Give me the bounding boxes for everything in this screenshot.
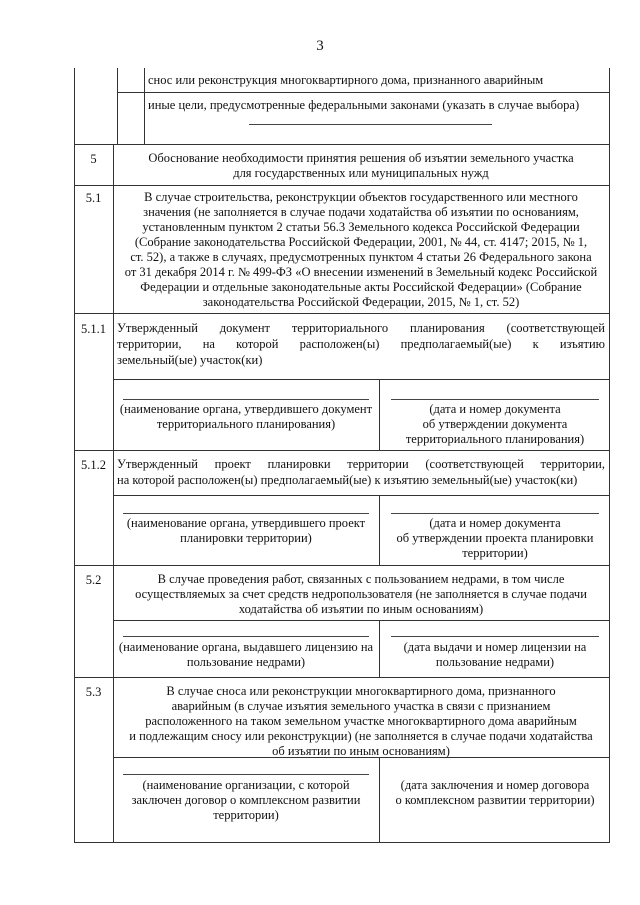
row-line — [74, 185, 610, 186]
field-divider — [379, 620, 380, 677]
section-5-title-line2: для государственных или муниципальных нужд — [233, 166, 489, 180]
section-5-1-1-number: 5.1.1 — [81, 322, 106, 336]
form-table — [74, 68, 610, 843]
row-line — [113, 620, 610, 621]
section-5-1-2-number: 5.1.2 — [81, 458, 106, 472]
section-5-3-number: 5.3 — [85, 685, 102, 699]
planning-authority-input[interactable] — [123, 399, 369, 400]
caption: (наименование органа, утвердившего документ — [119, 402, 373, 416]
license-date-input[interactable] — [391, 636, 599, 637]
checkbox-column-left — [117, 68, 118, 144]
section-5-1-1-line1: Утвержденный документ территориального планирования (соответствующей — [117, 321, 605, 335]
caption: территории) — [213, 808, 279, 822]
row-line — [74, 565, 610, 566]
section-5-1-line: от 31 декабря 2014 г. № 499-ФЗ «О внесении изменений в Земельный кодекс Российской — [124, 265, 598, 279]
section-5-2-line3: ходатайства об изъятии по иным основаниям) — [238, 602, 484, 616]
license-authority-input[interactable] — [123, 636, 369, 637]
section-5-2-line2: осуществляемых за счет средств недропользователя (не заполняется в случае подачи — [135, 587, 587, 601]
option-other-purposes: иные цели, предусмотренные федеральными законами (указать в случае выбора) — [148, 98, 580, 112]
caption: об утверждении проекта планировки — [396, 531, 594, 545]
section-5-3-line1: В случае сноса или реконструкции многоквартирного дома, признанного — [166, 684, 556, 698]
caption: территориального планирования) — [405, 432, 585, 446]
section-5-title-line1: Обоснование необходимости принятия решения об изъятии земельного участка — [148, 151, 574, 165]
caption: (наименование органа, выдавшего лицензию на — [118, 640, 374, 654]
row-line — [113, 379, 610, 380]
caption: (дата и номер документа — [429, 402, 561, 416]
caption: (наименование организации, с которой — [142, 778, 350, 792]
section-5-1-line: законодательства Российской Федерации, 2015, № 1, ст. 52) — [202, 295, 520, 309]
row-line — [74, 144, 610, 145]
caption: территории) — [462, 546, 528, 560]
organization-name-input[interactable] — [123, 774, 369, 775]
section-5-1-number: 5.1 — [85, 191, 102, 205]
caption: (наименование органа, утвердившего проект — [126, 516, 366, 530]
section-5-3-line3: расположенного на таком земельном участке многоквартирного дома аварийным — [145, 714, 577, 728]
section-5-1-line: значения (не заполняется в случае подачи ходатайства об изъятии по основаниям, — [143, 205, 579, 219]
section-5-1-1-line3: земельный(ые) участок(ки) — [117, 353, 263, 367]
section-5-3-line2: аварийным (в случае изъятия земельного участка в связи с признанием — [171, 699, 551, 713]
row-line — [117, 92, 610, 93]
section-5-2-number: 5.2 — [85, 573, 102, 587]
caption: об утверждении документа — [422, 417, 568, 431]
section-5-1-1-line2: территории, на которой расположен(ы) предполагаемый(ые) к изъятию — [117, 337, 605, 351]
caption: заключен договор о комплексном развитии — [131, 793, 361, 807]
caption: пользование недрами) — [435, 655, 555, 669]
other-purposes-input[interactable] — [249, 124, 492, 125]
caption: пользование недрами) — [186, 655, 306, 669]
section-5-1-line: В случае строительства, реконструкции объектов государственного или местного — [144, 190, 578, 204]
row-line — [113, 495, 610, 496]
caption: планировки территории) — [180, 531, 312, 545]
option-demolition: снос или реконструкция многоквартирного дома, признанного аварийным — [148, 73, 544, 87]
caption: (дата заключения и номер договора — [400, 778, 590, 792]
section-5-number: 5 — [90, 152, 97, 166]
row-line — [74, 450, 610, 451]
caption: (дата выдачи и номер лицензии на — [403, 640, 587, 654]
section-5-1-2-line2: на которой расположен(ы) предполагаемый(ые) к изъятию земельный(ые) участок(ки) — [117, 473, 578, 487]
project-document-date-input[interactable] — [391, 513, 599, 514]
field-divider — [379, 757, 380, 842]
checkbox-column-right — [144, 68, 145, 144]
field-divider — [379, 495, 380, 565]
field-divider — [379, 379, 380, 450]
section-5-2-line1: В случае проведения работ, связанных с пользованием недрами, в том числе — [157, 572, 565, 586]
planning-document-date-input[interactable] — [391, 399, 599, 400]
section-5-3-line5: об изъятии по иным основаниям) — [272, 744, 450, 758]
section-5-1-2-line1: Утвержденный проект планировки территории (соответствующей территории, — [117, 457, 605, 471]
section-5-1-line: (Собрание законодательства Российской Федерации, 2001, № 44, ст. 4147; 2015, № 1, — [134, 235, 588, 249]
row-line — [74, 313, 610, 314]
section-5-3-line4: и подлежащим сносу или реконструкции) (не заполняется в случае подачи ходатайства — [129, 729, 593, 743]
row-line — [74, 842, 610, 843]
section-5-1-line: Федерации и отдельные законодательные акты Российской Федерации» (Собрание — [140, 280, 582, 294]
caption: о комплексном развитии территории) — [395, 793, 595, 807]
caption: (дата и номер документа — [429, 516, 561, 530]
project-authority-input[interactable] — [123, 513, 369, 514]
section-5-1-line: установленным пунктом 2 статьи 56.3 Земельного кодекса Российской Федерации — [142, 220, 580, 234]
section-5-1-line: ст. 52), а также в случаях, предусмотренных пунктом 4 статьи 26 Федерального закона — [130, 250, 592, 264]
row-line — [74, 677, 610, 678]
page-number: 3 — [316, 38, 324, 54]
caption: территориального планирования) — [156, 417, 336, 431]
